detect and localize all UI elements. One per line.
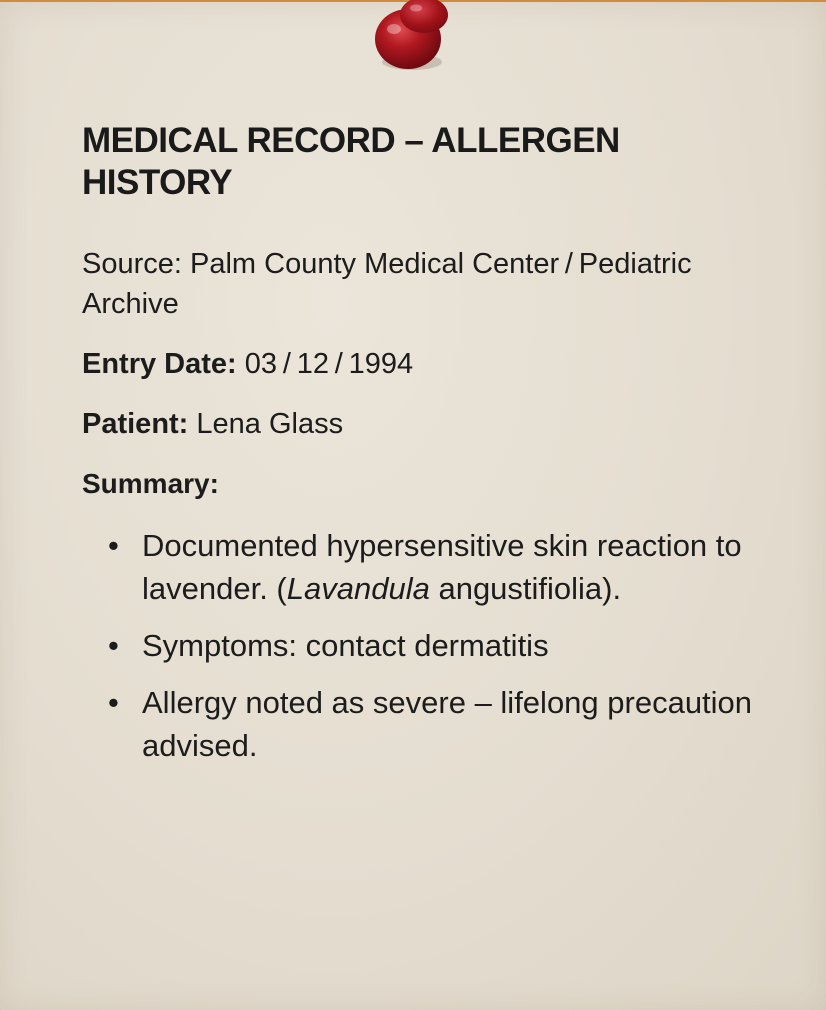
summary-label: Summary: xyxy=(82,468,219,499)
patient-field xyxy=(82,404,772,444)
summary-item-text-after: angustifiolia). xyxy=(429,571,622,606)
bullet-icon: • xyxy=(108,628,119,663)
summary-item xyxy=(82,681,772,767)
record-content xyxy=(82,120,772,781)
summary-item xyxy=(82,524,772,610)
entry-date-label: Entry Date: xyxy=(82,348,237,380)
bullet-icon: • xyxy=(108,528,119,563)
summary-item-text-before: Documented hypersensitive skin reaction to lavender. ( xyxy=(142,528,742,606)
source-label: Source: xyxy=(82,248,182,280)
source-field xyxy=(82,244,772,324)
entry-date-value: 03 / 12 / 1994 xyxy=(244,348,414,380)
push-pin-icon xyxy=(360,0,460,76)
source-value: Palm County Medical Center / Pediatric Archive xyxy=(82,248,692,320)
summary-item-italic: Lavandula xyxy=(286,571,430,606)
summary-item-text: Symptoms: contact dermatitis xyxy=(142,628,549,663)
patient-label: Patient: xyxy=(82,408,189,440)
bullet-icon: • xyxy=(108,685,119,720)
patient-value: Lena Glass xyxy=(196,408,344,440)
entry-date-field xyxy=(82,344,772,384)
summary-item xyxy=(82,624,772,667)
summary-list xyxy=(82,524,772,767)
summary-item-text: Allergy noted as severe – lifelong precaution advised. xyxy=(142,685,753,763)
record-title: MEDICAL RECORD – ALLERGEN HISTORY xyxy=(82,121,620,202)
paper-note xyxy=(0,2,826,1010)
